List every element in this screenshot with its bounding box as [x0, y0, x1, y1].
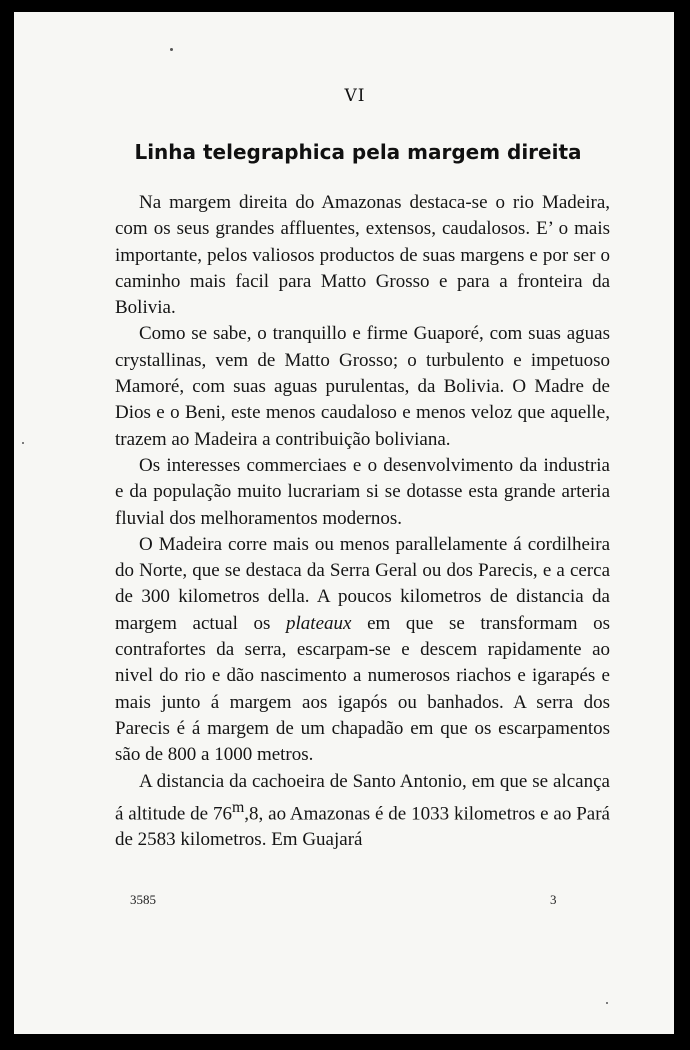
- print-speck: [170, 48, 173, 51]
- paragraph-text: O Madeira corre mais ou menos parallelamente á cordilheira do Norte, que se destaca da Serra Geral ou dos Parecis, e a cerca de 300 kilometros della. A poucos kilometros de distancia da margem actual os: [115, 533, 610, 634]
- paragraph-4: [115, 532, 610, 769]
- paragraph-5: [115, 769, 610, 854]
- paragraph-text: ,8, ao Amazonas é de 1033 kilometros e ao Pará de 2583 kilometros. Em Guajará: [115, 803, 610, 851]
- book-page: [14, 12, 674, 1034]
- paragraph-text: A distancia da cachoeira de Santo Antonio, em que se alcança á altitude de 76: [115, 770, 610, 825]
- paragraph-3: [115, 453, 610, 532]
- paragraph-text: Como se sabe, o tranquillo e firme Guaporé, com suas aguas crystallinas, vem de Matto Grosso; o turbulento e impetuoso Mamoré, com suas aguas purulentas, da Bolivia. O Madre de Dios e o Beni, este menos caudaloso e menos veloz que aquelle, trazem ao Madeira a contribuição boliviana.: [115, 323, 610, 450]
- paragraph-text: em que se transformam os contrafortes da serra, escarpam-se e descem rapidamente ao nivel do rio e dão nascimento a numerosos riachos e igarapés e mais junto á margem aos igapós ou banhados. A serra dos Parecis é á margem de um chapadão em que os escarpamentos são de 800 a 1000 metros.: [115, 612, 610, 766]
- body-text: [115, 190, 610, 854]
- print-speck: [606, 1002, 608, 1004]
- paragraph-text: Na margem direita do Amazonas destaca-se o rio Madeira, com os seus grandes affluentes, extensos, caudalosos. E’ o mais importante, pelos valiosos productos de suas margens e por ser o caminho mais facil para Matto Grosso e para a fronteira da Bolivia.: [115, 192, 610, 319]
- print-speck: [22, 442, 24, 444]
- chapter-number: VI: [344, 86, 366, 106]
- paragraph-2: [115, 321, 610, 452]
- chapter-title: Linha telegraphica pela margem direita: [134, 140, 582, 164]
- italic-term: plateaux: [286, 612, 352, 634]
- page-number: 3: [550, 892, 557, 907]
- superscript-unit: m: [231, 798, 245, 816]
- paragraph-text: Os interesses commerciaes e o desenvolvimento da industria e da população muito lucrariam si se dotasse esta grande arteria fluvial dos melhoramentos modernos.: [115, 454, 610, 529]
- paragraph-1: [115, 190, 610, 321]
- printer-signature: 3585: [130, 892, 156, 907]
